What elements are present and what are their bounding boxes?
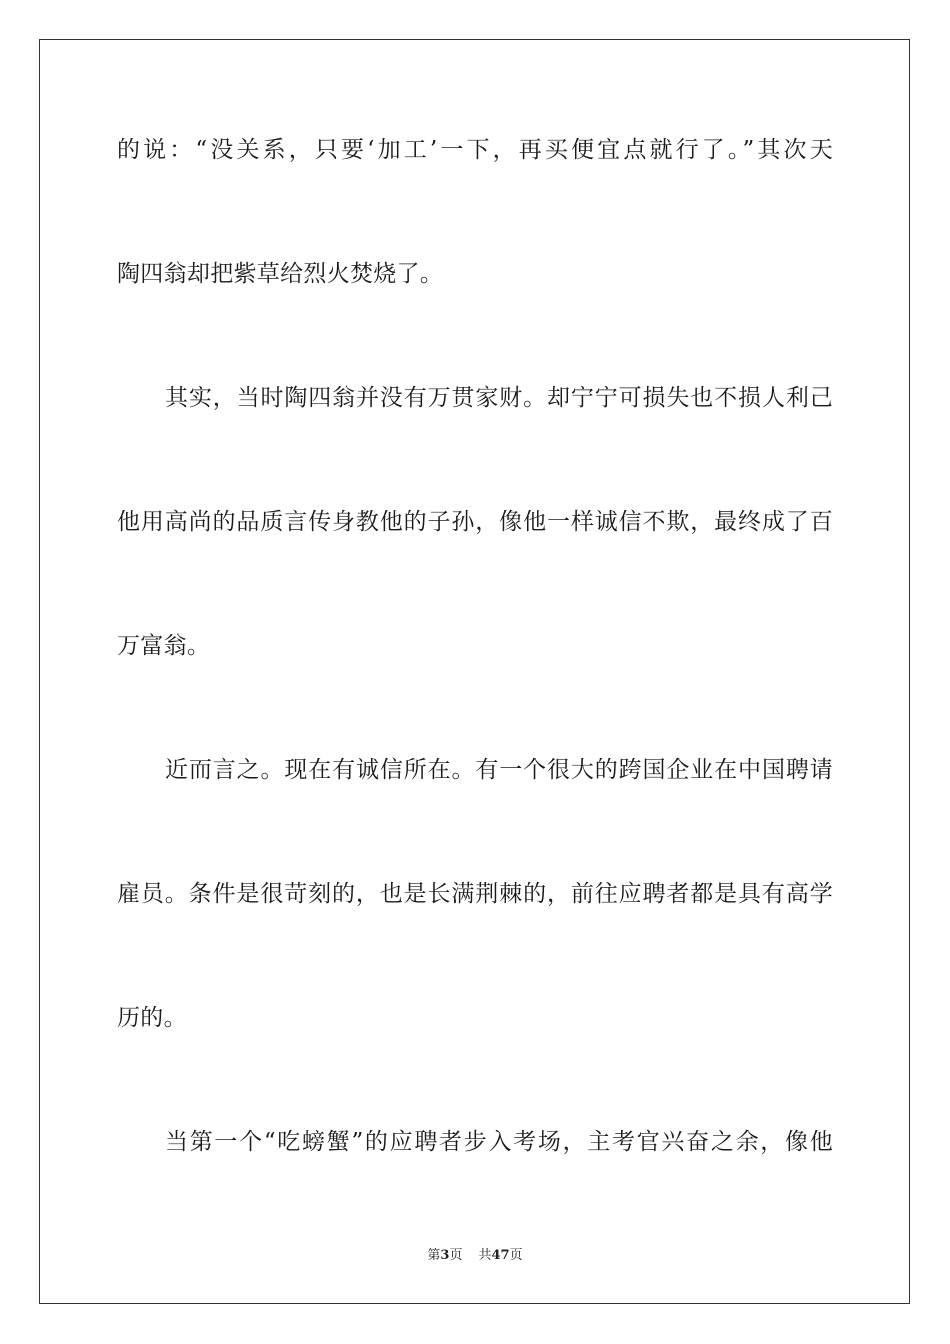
- page-suffix: 页: [449, 1248, 463, 1263]
- text-line-7: 雇员。条件是很苛刻的，也是长满荆棘的，前往应聘者都是具有高学: [117, 881, 833, 907]
- page-number: 3: [440, 1248, 450, 1263]
- text-line-5: 万富翁。: [117, 633, 211, 659]
- text-line-3: 其实，当时陶四翁并没有万贯家财。却宁宁可损失也不损人利己: [165, 385, 833, 411]
- text-line-9: 当第一个“吃螃蟹”的应聘者步入考场，主考官兴奋之余，像他: [165, 1129, 833, 1155]
- text-line-6: 近而言之。现在有诚信所在。有一个很大的跨国企业在中国聘请: [165, 757, 833, 783]
- page-prefix: 第: [427, 1248, 441, 1263]
- total-prefix: 共: [478, 1248, 492, 1263]
- total-pages-indicator: [478, 1248, 522, 1263]
- text-line-2: 陶四翁却把紫草给烈火焚烧了。: [117, 261, 444, 287]
- text-line-1: 的说：“没关系，只要‘加工’一下，再买便宜点就行了。”其次天: [117, 137, 833, 163]
- page-footer: [0, 1247, 950, 1265]
- total-suffix: 页: [509, 1248, 523, 1263]
- text-line-4: 他用高尚的品质言传身教他的子孙，像他一样诚信不欺，最终成了百: [117, 509, 833, 535]
- text-line-8: 历的。: [117, 1005, 187, 1031]
- page-indicator: [427, 1248, 462, 1263]
- total-pages: 47: [491, 1248, 510, 1263]
- page-border: [39, 39, 910, 1304]
